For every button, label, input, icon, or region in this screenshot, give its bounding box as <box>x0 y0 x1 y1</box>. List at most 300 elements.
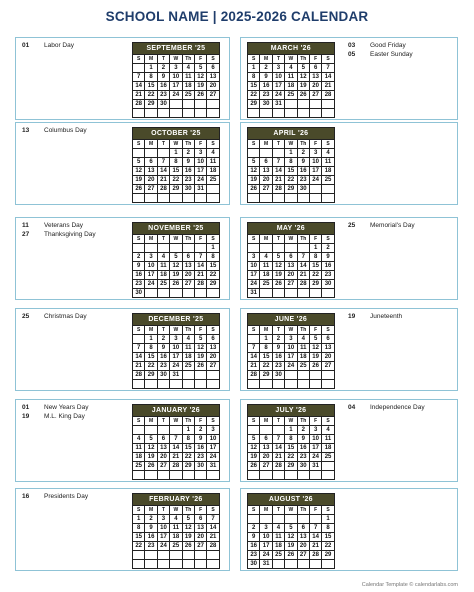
day-cell: 7 <box>297 253 309 262</box>
day-cell: 21 <box>272 453 284 462</box>
week-row <box>248 64 335 73</box>
day-cell <box>248 471 260 480</box>
week-row <box>248 280 335 289</box>
day-cell: 21 <box>133 91 145 100</box>
day-cell: 19 <box>285 542 297 551</box>
event-day: 11 <box>22 222 29 229</box>
weekday-header: W <box>170 235 182 244</box>
day-cell <box>170 289 182 298</box>
day-cell <box>194 100 206 109</box>
day-cell: 16 <box>194 444 206 453</box>
month-title: JULY '26 <box>248 405 335 417</box>
day-cell: 16 <box>157 82 169 91</box>
day-cell: 2 <box>145 515 157 524</box>
day-cell: 17 <box>309 444 321 453</box>
day-cell: 1 <box>133 515 145 524</box>
weekday-header: S <box>207 506 219 515</box>
day-cell: 26 <box>285 551 297 560</box>
day-cell: 2 <box>322 244 334 253</box>
weekday-header: W <box>285 326 297 335</box>
event-item <box>348 313 402 322</box>
day-cell <box>207 371 219 380</box>
day-cell: 31 <box>194 185 206 194</box>
day-cell: 4 <box>297 335 309 344</box>
event-day: 19 <box>22 412 30 420</box>
day-cell <box>297 289 309 298</box>
day-cell: 2 <box>272 335 284 344</box>
event-name: Easter Sunday <box>370 50 413 58</box>
day-cell: 21 <box>309 542 321 551</box>
day-cell <box>207 560 219 569</box>
month-panel <box>240 37 458 120</box>
weekday-header: T <box>272 140 284 149</box>
day-cell: 11 <box>322 435 334 444</box>
week-row <box>248 176 335 185</box>
day-cell: 7 <box>133 73 145 82</box>
day-cell <box>297 471 309 480</box>
day-cell: 21 <box>157 176 169 185</box>
day-cell: 25 <box>297 362 309 371</box>
day-cell: 8 <box>285 435 297 444</box>
day-cell <box>297 194 309 203</box>
day-cell: 5 <box>194 64 206 73</box>
weekday-header: Th <box>182 140 194 149</box>
day-cell: 17 <box>260 542 272 551</box>
day-cell: 26 <box>133 185 145 194</box>
events-list <box>348 313 402 322</box>
day-cell: 29 <box>285 462 297 471</box>
footer-credit[interactable]: Calendar Template © calendarlabs.com <box>361 582 458 588</box>
day-cell: 2 <box>133 253 145 262</box>
event-name: Independence Day <box>370 404 425 411</box>
day-cell: 29 <box>309 280 321 289</box>
day-cell: 6 <box>260 158 272 167</box>
day-cell: 4 <box>133 435 145 444</box>
day-cell: 13 <box>260 444 272 453</box>
events-list <box>22 493 88 502</box>
day-cell: 17 <box>248 271 260 280</box>
day-cell <box>207 100 219 109</box>
day-cell: 30 <box>272 371 284 380</box>
day-cell: 23 <box>297 176 309 185</box>
day-cell: 9 <box>260 73 272 82</box>
weekday-header: M <box>260 506 272 515</box>
day-cell: 5 <box>182 515 194 524</box>
day-cell: 7 <box>309 524 321 533</box>
day-cell: 12 <box>194 344 206 353</box>
week-row <box>248 362 335 371</box>
day-cell: 10 <box>248 262 260 271</box>
day-cell <box>285 560 297 569</box>
day-cell <box>170 244 182 253</box>
weekday-header: M <box>260 140 272 149</box>
day-cell: 22 <box>207 271 219 280</box>
day-cell <box>248 335 260 344</box>
day-cell: 16 <box>133 271 145 280</box>
week-row <box>133 82 220 91</box>
month-panel <box>240 308 458 391</box>
weekday-header: Th <box>182 55 194 64</box>
day-cell: 6 <box>207 64 219 73</box>
day-cell <box>272 109 284 118</box>
week-row <box>248 371 335 380</box>
weekday-header: S <box>248 55 260 64</box>
week-row <box>248 289 335 298</box>
day-cell: 23 <box>248 551 260 560</box>
day-cell: 15 <box>285 444 297 453</box>
weekday-header: F <box>194 506 206 515</box>
week-row <box>248 335 335 344</box>
day-cell: 1 <box>322 515 334 524</box>
day-cell: 21 <box>194 271 206 280</box>
event-item <box>22 493 88 502</box>
day-cell: 25 <box>260 280 272 289</box>
day-cell: 8 <box>285 158 297 167</box>
day-cell: 16 <box>157 353 169 362</box>
day-cell: 19 <box>194 353 206 362</box>
day-cell <box>260 244 272 253</box>
day-cell <box>207 185 219 194</box>
day-cell: 23 <box>297 453 309 462</box>
day-cell: 8 <box>207 253 219 262</box>
day-cell: 30 <box>322 280 334 289</box>
week-row <box>248 109 335 118</box>
day-cell: 28 <box>207 542 219 551</box>
month-calendar <box>132 313 220 389</box>
day-cell <box>170 109 182 118</box>
day-cell: 4 <box>207 149 219 158</box>
day-cell: 29 <box>145 100 157 109</box>
day-cell: 22 <box>170 176 182 185</box>
day-cell <box>182 471 194 480</box>
day-cell: 1 <box>260 335 272 344</box>
day-cell <box>322 471 334 480</box>
weekday-header: Th <box>297 140 309 149</box>
day-cell: 6 <box>157 435 169 444</box>
day-cell: 24 <box>285 362 297 371</box>
day-cell <box>260 380 272 389</box>
day-cell: 24 <box>260 551 272 560</box>
day-cell <box>297 560 309 569</box>
week-row <box>133 471 220 480</box>
day-cell <box>157 471 169 480</box>
day-cell: 11 <box>297 344 309 353</box>
day-cell <box>145 289 157 298</box>
day-cell: 22 <box>145 91 157 100</box>
day-cell: 20 <box>145 176 157 185</box>
day-cell: 12 <box>133 167 145 176</box>
day-cell <box>182 100 194 109</box>
day-cell: 30 <box>297 185 309 194</box>
day-cell <box>182 194 194 203</box>
day-cell <box>272 471 284 480</box>
day-cell <box>248 515 260 524</box>
day-cell: 20 <box>260 453 272 462</box>
day-cell: 30 <box>297 462 309 471</box>
day-cell: 27 <box>207 91 219 100</box>
week-row <box>133 371 220 380</box>
day-cell: 16 <box>145 533 157 542</box>
weekday-header: F <box>194 55 206 64</box>
month-panel <box>15 399 230 482</box>
day-cell: 7 <box>248 344 260 353</box>
day-cell: 31 <box>248 289 260 298</box>
day-cell: 23 <box>157 362 169 371</box>
day-cell: 18 <box>285 82 297 91</box>
day-cell <box>170 426 182 435</box>
day-cell: 22 <box>133 542 145 551</box>
day-cell: 4 <box>157 253 169 262</box>
event-name: Presidents Day <box>44 493 89 500</box>
weekday-header: T <box>157 55 169 64</box>
event-day: 16 <box>22 493 30 500</box>
day-cell: 17 <box>170 82 182 91</box>
day-cell: 10 <box>145 262 157 271</box>
day-cell: 30 <box>248 560 260 569</box>
day-cell: 21 <box>322 82 334 91</box>
day-cell <box>322 380 334 389</box>
day-cell <box>322 289 334 298</box>
day-cell: 17 <box>170 353 182 362</box>
day-cell: 25 <box>133 462 145 471</box>
day-cell: 4 <box>272 524 284 533</box>
weekday-header: S <box>133 506 145 515</box>
month-calendar <box>247 404 335 480</box>
day-cell: 10 <box>170 73 182 82</box>
day-cell: 21 <box>297 271 309 280</box>
day-cell: 25 <box>207 176 219 185</box>
day-cell: 28 <box>248 371 260 380</box>
day-cell: 16 <box>260 82 272 91</box>
day-cell: 13 <box>145 167 157 176</box>
event-name: Veterans Day <box>44 222 84 229</box>
day-cell: 11 <box>133 444 145 453</box>
day-cell: 5 <box>194 335 206 344</box>
week-row <box>248 262 335 271</box>
day-cell: 16 <box>182 167 194 176</box>
weekday-header: W <box>170 55 182 64</box>
week-row <box>133 435 220 444</box>
day-cell: 30 <box>157 100 169 109</box>
day-cell <box>285 244 297 253</box>
day-cell: 9 <box>297 435 309 444</box>
day-cell <box>170 380 182 389</box>
event-item <box>22 413 88 422</box>
day-cell <box>322 100 334 109</box>
week-row <box>248 471 335 480</box>
weekday-header: T <box>272 506 284 515</box>
day-cell: 12 <box>194 73 206 82</box>
week-row <box>133 91 220 100</box>
day-cell: 12 <box>248 167 260 176</box>
day-cell: 8 <box>182 435 194 444</box>
day-cell <box>272 244 284 253</box>
day-cell <box>322 371 334 380</box>
day-cell <box>322 109 334 118</box>
day-cell: 14 <box>272 167 284 176</box>
day-cell: 14 <box>170 444 182 453</box>
weekday-header: Th <box>297 235 309 244</box>
day-cell <box>297 109 309 118</box>
week-row <box>248 149 335 158</box>
event-item <box>22 313 87 322</box>
day-cell: 31 <box>170 371 182 380</box>
day-cell: 26 <box>309 362 321 371</box>
day-cell: 26 <box>170 280 182 289</box>
day-cell <box>145 194 157 203</box>
weekday-header: F <box>194 235 206 244</box>
day-cell <box>272 194 284 203</box>
event-item <box>348 51 413 60</box>
day-cell <box>182 380 194 389</box>
day-cell: 12 <box>182 524 194 533</box>
day-cell: 26 <box>194 91 206 100</box>
day-cell: 28 <box>322 91 334 100</box>
day-cell <box>133 64 145 73</box>
event-item <box>348 42 413 51</box>
day-cell <box>309 194 321 203</box>
month-title: DECEMBER '25 <box>133 314 220 326</box>
day-cell <box>272 515 284 524</box>
day-cell: 3 <box>145 253 157 262</box>
day-cell <box>194 289 206 298</box>
day-cell: 25 <box>170 542 182 551</box>
day-cell: 30 <box>182 185 194 194</box>
day-cell: 27 <box>194 542 206 551</box>
weekday-header: W <box>285 417 297 426</box>
day-cell: 30 <box>194 462 206 471</box>
day-cell: 23 <box>133 280 145 289</box>
day-cell: 3 <box>170 64 182 73</box>
month-panel <box>240 217 458 300</box>
day-cell: 18 <box>260 271 272 280</box>
day-cell: 7 <box>194 253 206 262</box>
day-cell: 11 <box>322 158 334 167</box>
month-title: APRIL '26 <box>248 128 335 140</box>
day-cell: 11 <box>157 262 169 271</box>
week-row <box>133 353 220 362</box>
event-day: 13 <box>22 127 30 134</box>
day-cell: 21 <box>272 176 284 185</box>
weekday-header: W <box>285 55 297 64</box>
day-cell <box>133 471 145 480</box>
month-title: SEPTEMBER '25 <box>133 43 220 55</box>
month-panel <box>15 217 230 300</box>
day-cell: 21 <box>133 362 145 371</box>
day-cell: 23 <box>272 362 284 371</box>
day-cell: 28 <box>133 371 145 380</box>
day-cell: 2 <box>248 524 260 533</box>
day-cell: 23 <box>322 271 334 280</box>
day-cell: 28 <box>272 462 284 471</box>
day-cell: 25 <box>182 91 194 100</box>
day-cell: 8 <box>145 344 157 353</box>
day-cell <box>133 335 145 344</box>
day-cell: 13 <box>194 524 206 533</box>
day-cell <box>297 371 309 380</box>
day-cell: 23 <box>145 542 157 551</box>
day-cell: 26 <box>145 462 157 471</box>
events-list <box>348 404 425 413</box>
events-list <box>22 127 87 136</box>
day-cell: 9 <box>133 262 145 271</box>
week-row <box>133 444 220 453</box>
day-cell: 1 <box>182 426 194 435</box>
day-cell <box>285 371 297 380</box>
day-cell: 5 <box>248 435 260 444</box>
event-name: Juneteenth <box>370 313 403 320</box>
day-cell: 2 <box>182 149 194 158</box>
day-cell: 14 <box>309 533 321 542</box>
day-cell: 20 <box>194 533 206 542</box>
day-cell <box>272 380 284 389</box>
day-cell: 23 <box>194 453 206 462</box>
day-cell: 16 <box>297 167 309 176</box>
day-cell <box>145 244 157 253</box>
day-cell: 8 <box>133 524 145 533</box>
day-cell: 8 <box>309 253 321 262</box>
day-cell <box>309 371 321 380</box>
day-cell: 14 <box>322 73 334 82</box>
day-cell: 11 <box>285 73 297 82</box>
week-row <box>248 100 335 109</box>
day-cell: 7 <box>207 515 219 524</box>
day-cell: 1 <box>285 426 297 435</box>
event-day: 04 <box>348 404 356 411</box>
day-cell <box>297 380 309 389</box>
day-cell: 17 <box>207 444 219 453</box>
day-cell: 4 <box>322 426 334 435</box>
event-name: New Years Day <box>44 404 89 411</box>
day-cell: 9 <box>182 158 194 167</box>
day-cell: 10 <box>309 158 321 167</box>
week-row <box>133 194 220 203</box>
week-row <box>133 158 220 167</box>
week-row <box>133 344 220 353</box>
day-cell: 18 <box>297 353 309 362</box>
day-cell: 25 <box>285 91 297 100</box>
day-cell: 15 <box>207 262 219 271</box>
day-cell: 28 <box>157 185 169 194</box>
event-day: 27 <box>22 230 30 238</box>
day-cell: 21 <box>207 533 219 542</box>
week-row <box>133 176 220 185</box>
event-name: Thanksgiving Day <box>44 230 96 238</box>
day-cell: 20 <box>297 542 309 551</box>
day-cell: 24 <box>272 91 284 100</box>
month-panel <box>15 308 230 391</box>
month-title: JUNE '26 <box>248 314 335 326</box>
day-cell <box>145 380 157 389</box>
day-cell: 24 <box>194 176 206 185</box>
day-cell: 1 <box>145 335 157 344</box>
day-cell: 3 <box>207 426 219 435</box>
day-cell: 8 <box>145 73 157 82</box>
weekday-header: T <box>157 506 169 515</box>
day-cell: 20 <box>207 353 219 362</box>
day-cell: 11 <box>260 262 272 271</box>
month-calendar <box>132 42 220 118</box>
week-row <box>248 167 335 176</box>
day-cell: 13 <box>207 344 219 353</box>
day-cell: 2 <box>297 149 309 158</box>
day-cell <box>194 194 206 203</box>
day-cell: 18 <box>207 167 219 176</box>
day-cell <box>248 149 260 158</box>
day-cell <box>145 109 157 118</box>
day-cell: 23 <box>260 91 272 100</box>
weekday-header: M <box>145 326 157 335</box>
